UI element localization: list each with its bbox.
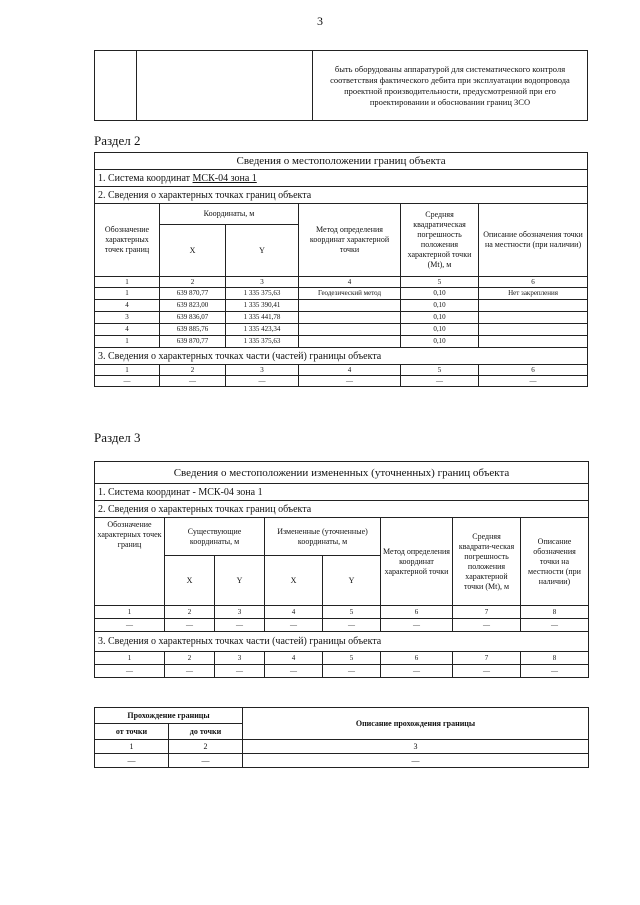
- col-number: 6: [381, 652, 453, 665]
- dash-cell: —: [479, 376, 588, 387]
- col-number: 8: [521, 652, 589, 665]
- cell-accuracy: 0,10: [401, 300, 479, 312]
- points-heading: 2. Сведения о характерных точках границ объекта: [95, 187, 588, 204]
- hdr-designation: Обозначение характерных точек границ: [95, 518, 165, 606]
- hdr-y: Y: [215, 556, 265, 606]
- cell-y: 1 335 441,78: [226, 312, 299, 324]
- cell-y: 1 335 375,63: [226, 288, 299, 300]
- col-number: 4: [299, 277, 401, 288]
- col-number: 1: [95, 652, 165, 665]
- col-number: 1: [95, 365, 160, 376]
- dash-cell: —: [381, 619, 453, 632]
- coord-system: 1. Система координат МСК-04 зона 1: [95, 170, 588, 187]
- cell-method: Геодезический метод: [299, 288, 401, 300]
- cell-accuracy: 0,10: [401, 336, 479, 348]
- cell-description: [479, 312, 588, 324]
- dash-cell: —: [299, 376, 401, 387]
- hdr-x: X: [265, 556, 323, 606]
- dash-cell: —: [521, 665, 589, 678]
- col-number: 4: [299, 365, 401, 376]
- table-row: [95, 288, 588, 300]
- col-number: 5: [323, 652, 381, 665]
- col-number: 2: [165, 652, 215, 665]
- col-number: 6: [479, 365, 588, 376]
- hdr-from-point: от точки: [95, 724, 169, 740]
- cell-y: 1 335 390,41: [226, 300, 299, 312]
- hdr-x: X: [160, 225, 226, 277]
- col-number: 3: [215, 606, 265, 619]
- cell-accuracy: 0,10: [401, 324, 479, 336]
- col-number: 6: [479, 277, 588, 288]
- hdr-y: Y: [226, 225, 299, 277]
- cell-accuracy: 0,10: [401, 312, 479, 324]
- hdr-coordinates: Координаты, м: [160, 204, 299, 225]
- dash-cell: —: [215, 665, 265, 678]
- cell-method: [299, 324, 401, 336]
- hdr-existing: Существующие координаты, м: [165, 518, 265, 556]
- dash-cell: —: [453, 665, 521, 678]
- hdr-designation: Обозначение характерных точек границ: [95, 204, 160, 277]
- cell-x: 639 870,77: [160, 336, 226, 348]
- col-number: 4: [265, 652, 323, 665]
- top-continuation-table: [94, 50, 588, 121]
- cell-point: 3: [95, 312, 160, 324]
- section2-title: Сведения о местоположении границ объекта: [95, 153, 588, 170]
- cell-method: [299, 300, 401, 312]
- section3-heading: Раздел 3: [94, 430, 141, 445]
- cell-x: 639 870,77: [160, 288, 226, 300]
- hdr-changed: Измененные (уточненные) координаты, м: [265, 518, 381, 556]
- dash-cell: —: [381, 665, 453, 678]
- dash-cell: —: [243, 754, 589, 768]
- page-number: 3: [317, 14, 323, 28]
- cell-x: 639 823,00: [160, 300, 226, 312]
- dash-cell: —: [95, 754, 169, 768]
- hdr-method: Метод определения координат характерной точки: [299, 204, 401, 277]
- parts-heading: 3. Сведения о характерных точках части (частей) границы объекта: [95, 632, 589, 652]
- cell-y: 1 335 423,34: [226, 324, 299, 336]
- col-number: 2: [160, 277, 226, 288]
- dash-cell: —: [265, 665, 323, 678]
- dash-cell: —: [215, 619, 265, 632]
- dash-cell: —: [521, 619, 589, 632]
- col-number: 7: [453, 606, 521, 619]
- col-number: 1: [95, 740, 169, 754]
- hdr-passage-description: Описание прохождения границы: [243, 708, 589, 740]
- dash-cell: —: [453, 619, 521, 632]
- hdr-x: X: [165, 556, 215, 606]
- dash-cell: —: [323, 665, 381, 678]
- boundary-table: [94, 707, 589, 768]
- parts-heading: 3. Сведения о характерных точках части (частей) границы объекта: [95, 348, 588, 365]
- table-row: [95, 312, 588, 324]
- col-number: 5: [323, 606, 381, 619]
- empty-cell: [95, 51, 137, 121]
- cell-description: [479, 300, 588, 312]
- cell-point: 4: [95, 300, 160, 312]
- col-number: 4: [265, 606, 323, 619]
- col-number: 6: [381, 606, 453, 619]
- col-number: 3: [215, 652, 265, 665]
- dash-cell: —: [160, 376, 226, 387]
- hdr-y: Y: [323, 556, 381, 606]
- cell-point: 1: [95, 336, 160, 348]
- hdr-accuracy: Средняя квадрати-ческая погрешность положения характерной точки (Mt), м: [453, 518, 521, 606]
- dash-cell: —: [401, 376, 479, 387]
- col-number: 2: [160, 365, 226, 376]
- hdr-method: Метод определения координат характерной точки: [381, 518, 453, 606]
- hdr-description: Описание обозначения точки на местности (при наличии): [521, 518, 589, 606]
- cell-description: [479, 336, 588, 348]
- empty-cell: [137, 51, 313, 121]
- col-number: 3: [226, 277, 299, 288]
- table-row: [95, 324, 588, 336]
- cell-description: [479, 324, 588, 336]
- table-row: [95, 336, 588, 348]
- col-number: 5: [401, 365, 479, 376]
- dash-cell: —: [169, 754, 243, 768]
- cell-y: 1 335 375,63: [226, 336, 299, 348]
- section3-table: [94, 461, 589, 678]
- cell-x: 639 885,76: [160, 324, 226, 336]
- dash-cell: —: [95, 619, 165, 632]
- cell-accuracy: 0,10: [401, 288, 479, 300]
- dash-cell: —: [226, 376, 299, 387]
- hdr-accuracy: Средняя квадратическая погрешность положения характерной точки (Mt), м: [401, 204, 479, 277]
- col-number: 1: [95, 277, 160, 288]
- col-number: 8: [521, 606, 589, 619]
- dash-cell: —: [165, 619, 215, 632]
- hdr-description: Описание обозначения точки на местности (при наличии): [479, 204, 588, 277]
- cell-description: Нет закрепления: [479, 288, 588, 300]
- section2-table: [94, 152, 588, 387]
- cell-method: [299, 312, 401, 324]
- dash-cell: —: [323, 619, 381, 632]
- points-heading: 2. Сведения о характерных точках границ объекта: [95, 501, 589, 518]
- dash-cell: —: [165, 665, 215, 678]
- coord-system: 1. Система координат - МСК-04 зона 1: [95, 484, 589, 501]
- cell-method: [299, 336, 401, 348]
- col-number: 3: [226, 365, 299, 376]
- col-number: 2: [169, 740, 243, 754]
- requirement-text: быть оборудованы аппаратурой для систематического контроля соответствия фактического дебита при эксплуатации водопровода проектной производительности, предусмотренной при его проектировании и обосновании границ ЗСО: [313, 51, 588, 121]
- section2-heading: Раздел 2: [94, 133, 141, 148]
- col-number: 3: [243, 740, 589, 754]
- cell-x: 639 836,07: [160, 312, 226, 324]
- dash-cell: —: [265, 619, 323, 632]
- hdr-passage: Прохождение границы: [95, 708, 243, 724]
- col-number: 1: [95, 606, 165, 619]
- hdr-to-point: до точки: [169, 724, 243, 740]
- col-number: 7: [453, 652, 521, 665]
- dash-cell: —: [95, 665, 165, 678]
- col-number: 5: [401, 277, 479, 288]
- cell-point: 4: [95, 324, 160, 336]
- cell-point: 1: [95, 288, 160, 300]
- section3-title: Сведения о местоположении измененных (уточненных) границ объекта: [95, 462, 589, 484]
- col-number: 2: [165, 606, 215, 619]
- table-row: [95, 300, 588, 312]
- dash-cell: —: [95, 376, 160, 387]
